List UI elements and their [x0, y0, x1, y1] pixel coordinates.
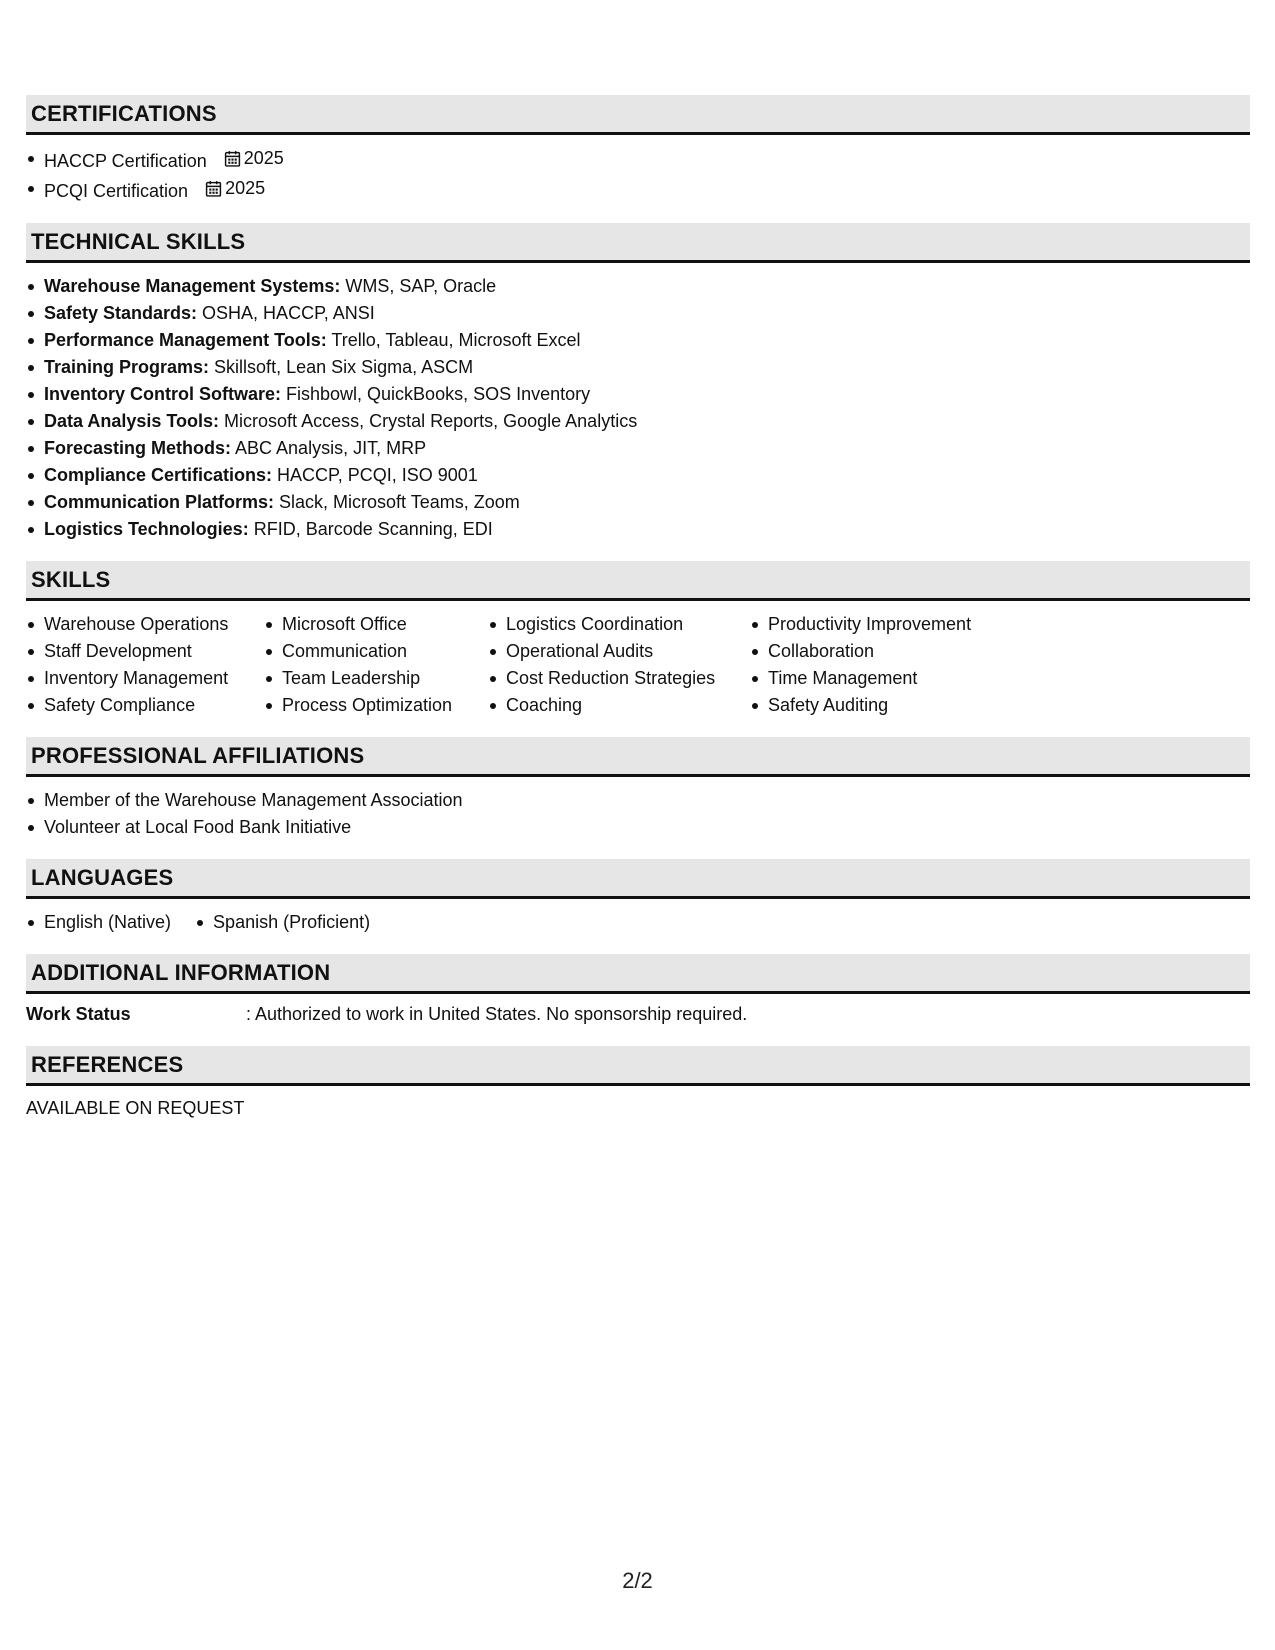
resume-page: [26, 95, 1250, 1140]
list-item: Inventory Management: [26, 665, 264, 692]
list-item: Logistics Coordination: [488, 611, 750, 638]
skills-column: [750, 611, 1050, 719]
skill-category: Compliance Certifications:: [44, 465, 273, 485]
list-item: Operational Audits: [488, 638, 750, 665]
list-item: Member of the Warehouse Management Association: [26, 787, 1250, 814]
work-status-row: [26, 1001, 1250, 1028]
skill-category: Warehouse Management Systems:: [44, 276, 341, 296]
technical-skills-section: [26, 223, 1250, 543]
skill-values: OSHA, HACCP, ANSI: [197, 303, 375, 323]
list-item: Microsoft Office: [264, 611, 488, 638]
list-item: English (Native): [26, 909, 171, 936]
list-item: [26, 435, 1250, 462]
list-item: Safety Compliance: [26, 692, 264, 719]
list-item: Team Leadership: [264, 665, 488, 692]
certification-year: 2025: [225, 178, 266, 198]
skill-category: Communication Platforms:: [44, 492, 275, 512]
list-item: [26, 175, 1250, 205]
skill-values: Slack, Microsoft Teams, Zoom: [274, 492, 520, 512]
list-item: [26, 408, 1250, 435]
list-item: [26, 145, 1250, 175]
list-item: [26, 462, 1250, 489]
certifications-list: [26, 145, 1250, 205]
skill-category: Forecasting Methods:: [44, 438, 232, 458]
list-item: Collaboration: [750, 638, 1050, 665]
skill-values: HACCP, PCQI, ISO 9001: [272, 465, 478, 485]
list-item: Productivity Improvement: [750, 611, 1050, 638]
skill-category: Logistics Technologies:: [44, 519, 249, 539]
list-item: Coaching: [488, 692, 750, 719]
certifications-heading: CERTIFICATIONS: [26, 95, 1250, 135]
languages-section: [26, 859, 1250, 936]
technical-skills-list: [26, 273, 1250, 543]
affiliations-section: [26, 737, 1250, 841]
additional-info-heading: ADDITIONAL INFORMATION: [26, 954, 1250, 994]
skill-category: Performance Management Tools:: [44, 330, 327, 350]
list-item: Time Management: [750, 665, 1050, 692]
certification-name: HACCP Certification: [44, 151, 207, 171]
references-text: AVAILABLE ON REQUEST: [26, 1098, 245, 1118]
skill-category: Inventory Control Software:: [44, 384, 282, 404]
certification-year: 2025: [243, 148, 284, 168]
list-item: [26, 300, 1250, 327]
skill-category: Training Programs:: [44, 357, 210, 377]
certification-name: PCQI Certification: [44, 181, 189, 201]
certifications-section: [26, 95, 1250, 205]
list-item: [26, 489, 1250, 516]
calendar-icon: [224, 150, 241, 167]
references-section: [26, 1046, 1250, 1122]
list-item: Spanish (Proficient): [195, 909, 370, 936]
list-item: [26, 273, 1250, 300]
work-status-label: Work Status: [26, 1004, 131, 1024]
list-item: Warehouse Operations: [26, 611, 264, 638]
skill-values: Skillsoft, Lean Six Sigma, ASCM: [209, 357, 474, 377]
references-heading: REFERENCES: [26, 1046, 1250, 1086]
skill-values: Fishbowl, QuickBooks, SOS Inventory: [281, 384, 591, 404]
calendar-icon: [205, 180, 222, 197]
list-item: [26, 327, 1250, 354]
affiliations-heading: PROFESSIONAL AFFILIATIONS: [26, 737, 1250, 777]
list-item: [26, 516, 1250, 543]
languages-heading: LANGUAGES: [26, 859, 1250, 899]
list-item: [26, 381, 1250, 408]
additional-info-section: [26, 954, 1250, 1028]
skills-section: [26, 561, 1250, 719]
skill-category: Safety Standards:: [44, 303, 198, 323]
skill-values: ABC Analysis, JIT, MRP: [231, 438, 427, 458]
skill-values: RFID, Barcode Scanning, EDI: [248, 519, 493, 539]
skills-heading: SKILLS: [26, 561, 1250, 601]
list-item: Safety Auditing: [750, 692, 1050, 719]
list-item: Volunteer at Local Food Bank Initiative: [26, 814, 1250, 841]
skill-values: WMS, SAP, Oracle: [340, 276, 497, 296]
affiliations-list: [26, 787, 1250, 841]
skills-column: [26, 611, 264, 719]
certification-date: [224, 145, 284, 172]
list-item: Staff Development: [26, 638, 264, 665]
work-status-value: : Authorized to work in United States. No sponsorship required.: [246, 1004, 748, 1024]
list-item: Communication: [264, 638, 488, 665]
skills-grid: [26, 611, 1250, 719]
technical-skills-heading: TECHNICAL SKILLS: [26, 223, 1250, 263]
skills-column: [264, 611, 488, 719]
languages-list: [26, 909, 1250, 936]
skill-values: Microsoft Access, Crystal Reports, Google Analytics: [219, 411, 638, 431]
list-item: [26, 354, 1250, 381]
skills-column: [488, 611, 750, 719]
list-item: Process Optimization: [264, 692, 488, 719]
list-item: Cost Reduction Strategies: [488, 665, 750, 692]
page-number: 2/2: [622, 1568, 653, 1593]
skill-values: Trello, Tableau, Microsoft Excel: [326, 330, 581, 350]
skill-category: Data Analysis Tools:: [44, 411, 220, 431]
certification-date: [205, 175, 265, 202]
